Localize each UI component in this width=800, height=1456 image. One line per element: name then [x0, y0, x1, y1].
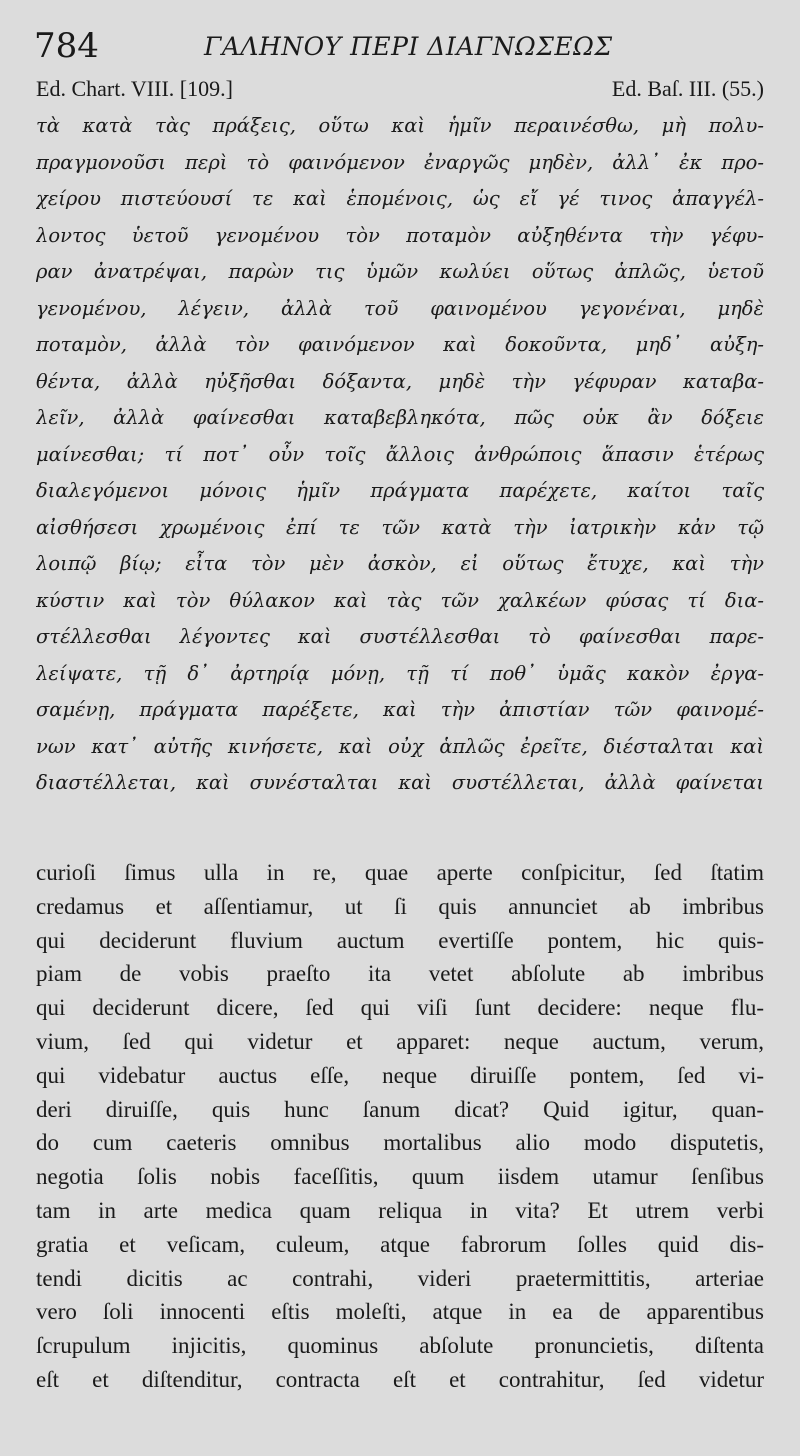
greek-text-line: γενομένου, λέγειν, ἀλλὰ τοῦ φαινομένου γεγονέναι, μηδὲ [36, 296, 764, 320]
latin-text-line: deri diruiſſe, quis hunc ſanum dicat? Quid igitur, quan- [36, 1096, 764, 1122]
edition-reference-chartier: Ed. Chart. VIII. [109.] [36, 76, 233, 101]
latin-text-line: vero ſoli innocenti eſtis moleſti, atque in ea de apparentibus [36, 1299, 764, 1325]
greek-text-block [36, 108, 764, 802]
greek-text-line: μαίνεσθαι; τί ποτ᾽ οὖν τοῖς ἄλλοις ἀνθρώποις ἅπασιν ἑτέρως [36, 442, 764, 466]
greek-text-line: πραγμονοῦσι περὶ τὸ φαινόμενον ἐναργῶς μηδὲν, ἀλλ᾽ ἐκ προ- [36, 150, 764, 174]
latin-text-line: piam de vobis praeſto ita vetet abſolute ab imbribus [36, 961, 764, 987]
latin-text-line: negotia ſolis nobis faceſſitis, quum iisdem utamur ſenſibus [36, 1164, 764, 1190]
latin-text-line: gratia et veſicam, culeum, atque fabrorum ſolles quid dis- [36, 1231, 764, 1257]
greek-text-line: νων κατ᾽ αὐτῆς κινήσετε, καὶ οὐχ ἁπλῶς ἐρεῖτε, διέσταλται καὶ [36, 734, 764, 758]
greek-text-line: διαλεγόμενοι μόνοις ἡμῖν πράγματα παρέχετε, καίτοι ταῖς [36, 479, 764, 502]
greek-text-line: λοντος ὑετοῦ γενομένου τὸν ποταμὸν αὐξηθέντα τὴν γέφυ- [36, 223, 764, 247]
greek-text-line: λοιπῷ βίῳ; εἶτα τὸν μὲν ἀσκὸν, εἰ οὕτως ἔτυχε, καὶ τὴν [36, 552, 764, 575]
latin-text-line: qui deciderunt fluvium auctum evertiſſe pontem, hic quis- [36, 927, 764, 953]
latin-text-line: curioſi ſimus ulla in re, quae aperte conſpicitur, ſed ſtatim [36, 860, 764, 885]
latin-text-line: qui deciderunt dicere, ſed qui viſi ſunt decidere: neque flu- [36, 995, 764, 1021]
greek-text-line: κύστιν καὶ τὸν θύλακον καὶ τὰς τῶν χαλκέων φύσας τί δια- [36, 588, 764, 612]
running-title: ΓΑΛΗΝΟΥ ΠΕΡΙ ΔΙΑΓΝΩΣΕΩΣ [204, 32, 613, 61]
greek-text-line: λεῖν, ἀλλὰ φαίνεσθαι καταβεβληκότα, πῶς οὐκ ἂν δόξειε [36, 406, 764, 429]
greek-text-line: θέντα, ἀλλὰ ηὐξῆσθαι δόξαντα, μηδὲ τὴν γέφυραν καταβα- [36, 369, 764, 393]
latin-text-line: ſcrupulum injicitis, quominus abſolute pronuncietis, diſtenta [36, 1333, 764, 1359]
page-header [34, 26, 766, 72]
greek-text-line: ποταμὸν, ἀλλὰ τὸν φαινόμενον καὶ δοκοῦντα, μηδ᾽ αὐξη- [36, 333, 764, 356]
latin-text-line: do cum caeteris omnibus mortalibus alio modo disputetis, [36, 1130, 764, 1156]
latin-text-line: qui videbatur auctus eſſe, neque diruiſſe pontem, ſed vi- [36, 1062, 764, 1088]
greek-text-line: αἰσθήσεσι χρωμένοις ἐπί τε τῶν κατὰ τὴν ἰατρικὴν κἀν τῷ [36, 515, 764, 539]
latin-text-block [36, 856, 764, 1397]
latin-text-line: eſt et diſtenditur, contracta eſt et contrahitur, ſed videtur [36, 1366, 764, 1392]
edition-reference-line [36, 76, 764, 106]
page-number: 784 [34, 26, 99, 66]
latin-text-line: credamus et aſſentiamur, ut ſi quis annunciet ab imbribus [36, 893, 764, 919]
greek-text-line: χείρου πιστεύουσί τε καὶ ἑπομένοις, ὡς εἴ γέ τινος ἀπαγγέλ- [36, 187, 764, 210]
greek-text-line: σαμένῃ, πράγματα παρέξετε, καὶ τὴν ἀπιστίαν τῶν φαινομέ- [36, 698, 764, 721]
latin-text-line: tendi dicitis ac contrahi, videri praetermittitis, arteriae [36, 1265, 764, 1291]
latin-text-line: vium, ſed qui videtur et apparet: neque auctum, verum, [36, 1028, 764, 1054]
greek-text-line: ραν ἀνατρέψαι, παρὼν τις ὑμῶν κωλύει οὕτως ἁπλῶς, ὑετοῦ [36, 260, 764, 283]
latin-text-line: tam in arte medica quam reliqua in vita? Et utrem verbi [36, 1197, 764, 1223]
greek-text-line: λείψατε, τῇ δ᾽ ἀρτηρίᾳ μόνῃ, τῇ τί ποθ᾽ ὑμᾶς κακὸν ἐργα- [36, 661, 764, 685]
greek-text-line: διαστέλλεται, καὶ συνέσταλται καὶ συστέλλεται, ἀλλὰ φαίνεται [36, 771, 764, 794]
greek-text-line: στέλλεσθαι λέγοντες καὶ συστέλλεσθαι τὸ φαίνεσθαι παρε- [36, 625, 764, 648]
edition-reference-basel: Ed. Baſ. III. (55.) [611, 76, 764, 101]
greek-text-line: τὰ κατὰ τὰς πράξεις, οὕτω καὶ ἡμῖν περαινέσθω, μὴ πολυ- [36, 114, 764, 137]
